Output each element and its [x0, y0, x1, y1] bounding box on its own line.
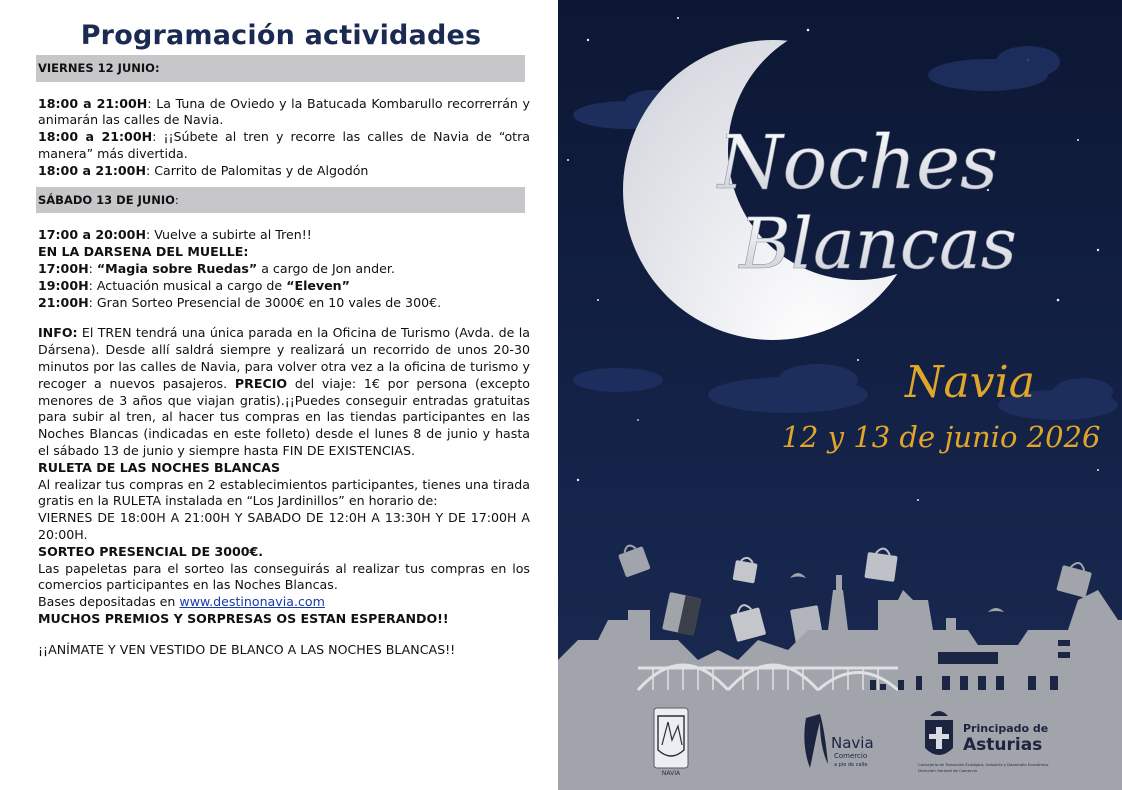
- ruleta-text: Al realizar tus compras en 2 establecimientos participantes, tienes una tirada gratis en la RULETA instalada en “Los Jardinillos” en horario de:: [38, 476, 530, 509]
- premios-line: MUCHOS PREMIOS Y SORPRESAS OS ESTAN ESPERANDO!!: [38, 610, 449, 626]
- poster: [558, 0, 1122, 790]
- navia-coat-of-arms: [654, 708, 688, 777]
- saturday-item-2: 17:00H: “Magia sobre Ruedas” a cargo de Jon ander.: [38, 260, 395, 276]
- destinonavia-link[interactable]: www.destinonavia.com: [179, 594, 325, 610]
- saturday-item-4: 21:00H: Gran Sorteo Presencial de 3000€ en 10 vales de 300€.: [38, 294, 442, 310]
- poster-title-line1: Noches: [717, 120, 999, 206]
- poster-title-line2: Blancas: [739, 203, 1017, 285]
- principado-line1: Principado de: [963, 722, 1049, 735]
- principado-dept2: Dirección General de Comercio: [918, 768, 978, 773]
- friday-header: VIERNES 12 JUNIO:: [36, 55, 525, 82]
- ruleta-schedule: VIERNES DE 18:00H A 21:00H Y SABADO DE 12:0H A 13:30H Y DE 17:00H A 20:00H.: [38, 510, 530, 542]
- navia-comercio-sub1: Comercio: [834, 752, 868, 760]
- info-paragraph: INFO: El TREN tendrá una única parada en la Oficina de Turismo (Avda. de la Dársena). Desde allí saldrá siempre y realizará un recorrido de unos 20-30 minutos por las calles de Navia, para volver otra vez a la oficina de turismo y recoger a nuevos pasajeros. PRECIO del viaje: 1€ por persona (excepto menores de 3 años que viajan gratis).¡¡Puedes conseguir entradas gratuitas para subir al tren, al hacer tus compras en las tiendas participantes en las Noches Blancas (indicadas en este folleto) desde el lunes 8 de junio y hasta el sábado 13 de junio y siempre hasta FIN DE EXISTENCIAS.: [38, 325, 530, 458]
- saturday-item-1: 17:00 a 20:00H: Vuelve a subirte al Tren!!: [38, 227, 312, 243]
- closing-line: ¡¡ANÍMATE Y VEN VESTIDO DE BLANCO A LAS NOCHES BLANCAS!!: [38, 641, 456, 657]
- bases-line: Bases depositadas en www.destinonavia.com: [38, 594, 325, 610]
- poster-place: Navia: [905, 357, 1035, 408]
- saturday-item-3: 19:00H: Actuación musical a cargo de “Eleven”: [38, 277, 350, 293]
- friday-item-1: 18:00 a 21:00H: La Tuna de Oviedo y la Batucada Kombarullo recorrerrán y animarán las calles de Navia.: [38, 95, 531, 128]
- sorteo-title: SORTEO PRESENCIAL DE 3000€.: [38, 543, 264, 559]
- principado-dept1: Consejería de Transición Ecológica, Industria y Desarrollo Económico: [918, 762, 1049, 767]
- darsena-heading: EN LA DARSENA DEL MUELLE:: [38, 244, 249, 260]
- friday-item-3: 18:00 a 21:00H: Carrito de Palomitas y de Algodón: [38, 162, 369, 178]
- poster-dates: 12 y 13 de junio 2026: [781, 420, 1101, 454]
- principado-line2: Asturias: [963, 735, 1043, 755]
- page-title: Programación actividades: [80, 20, 482, 51]
- saturday-header: SÁBADO 13 DE JUNIO:: [36, 187, 525, 214]
- ruleta-title: RULETA DE LAS NOCHES BLANCAS: [38, 459, 281, 475]
- poster-art: [558, 0, 1122, 790]
- coat-caption: NAVIA: [661, 770, 681, 777]
- programme-column: [38, 22, 530, 659]
- navia-comercio-sub2: a pie de calle: [834, 762, 868, 768]
- navia-comercio-name: Navia: [831, 734, 874, 752]
- friday-item-2: 18:00 a 21:00H: ¡¡Súbete al tren y recorre las calles de Navia de “otra manera” más divertida.: [38, 129, 530, 161]
- sorteo-text: Las papeletas para el sorteo las conseguirás al realizar tus compras en los comercios participantes en las Noches Blancas.: [38, 560, 530, 593]
